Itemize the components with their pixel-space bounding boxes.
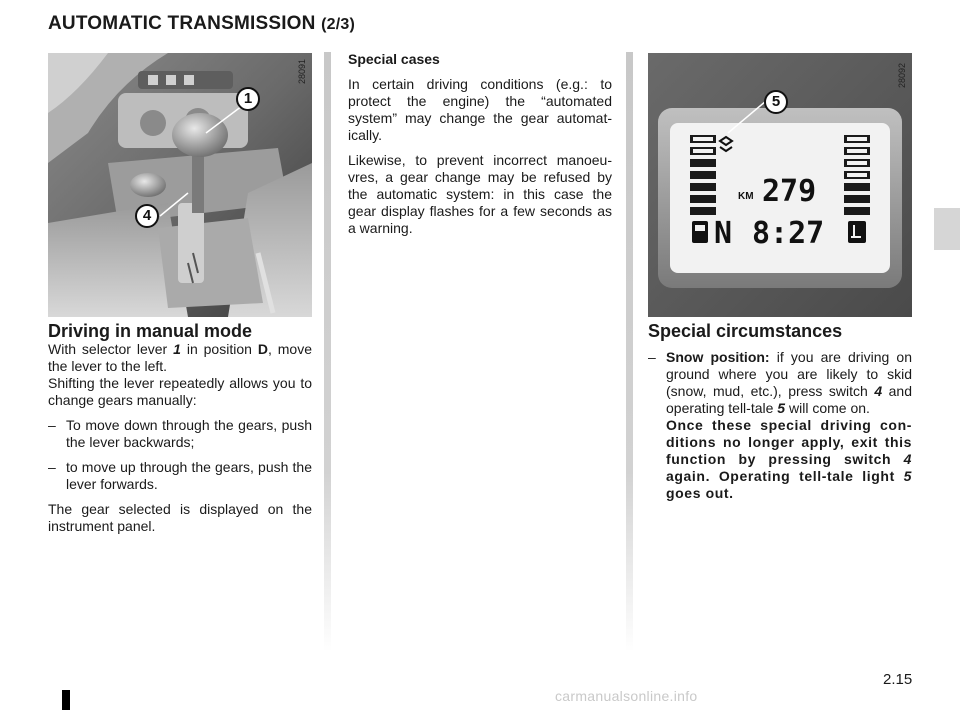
section-heading-special-cases: Special cases [348,51,440,67]
display-odometer: 279 [762,174,817,209]
section-heading-special-circumstances: Special circumstances [648,321,843,341]
snow-position-exit: Once these special driving con-ditions no longer apply, exit this function by pressing switch 4 again. Operating tell-tale light 5 goes out. [666,417,912,501]
manual-mode-intro: With selector lever 1 in position D, move the lever to the left. [48,341,312,374]
bullet-up: – to move up through the gears, push the lever forwards. [48,459,312,492]
image-reference: 28092 [897,62,907,88]
manual-mode-text [48,341,312,543]
display-km-label: KM [738,191,754,202]
title-text: AUTOMATIC TRANSMISSION [48,13,316,34]
gear-selector-photo [48,53,312,317]
section-heading-manual-mode: Driving in manual mode [48,321,253,341]
snow-position-item: – Snow position: if you are driving on ground where you are likely to skid (snow, mud, etc.), press switch 4 and operating tell-tale 5 will come on. Once these special driving con-ditions no longer apply, exit this function by pressing switch 4 again. Operating tell-tale light 5 goes out. [648,349,912,501]
snow-position-label: Snow position: [666,349,770,365]
manual-mode-outro: The gear selected is displayed on the instrument panel. [48,501,312,534]
callout-4: 4 [135,204,159,228]
callout-1: 1 [236,87,260,111]
column-divider [324,52,331,652]
callout-5: 5 [764,90,788,114]
column-divider [626,52,633,652]
special-cases-section [348,51,612,245]
special-cases-para-2: Likewise, to prevent incorrect manoeu-vres, a gear change may be refused by the automatic system: in this case the gear display flashes for a few seconds as a warning. [348,152,612,236]
special-circumstances-text [648,349,912,502]
special-cases-para-1: In certain driving conditions (e.g.: to protect the engine) the “automated system” may change the gear automat-ically. [348,76,612,143]
watermark: carmanualsonline.info [555,688,698,704]
title-part: (2/3) [321,16,355,33]
bullet-down: – To move down through the gears, push the lever backwards; [48,417,312,450]
manual-mode-intro-2: Shifting the lever repeatedly allows you to change gears manually: [48,375,312,408]
chapter-side-tab [934,208,960,250]
page-number: 2.15 [883,671,913,688]
display-clock: 8:27 [752,216,825,251]
image-reference: 28091 [297,58,307,84]
gear-selector-illustration [48,53,312,317]
corner-mark [62,690,70,710]
display-gear: N [714,216,733,251]
page-title [48,13,355,35]
